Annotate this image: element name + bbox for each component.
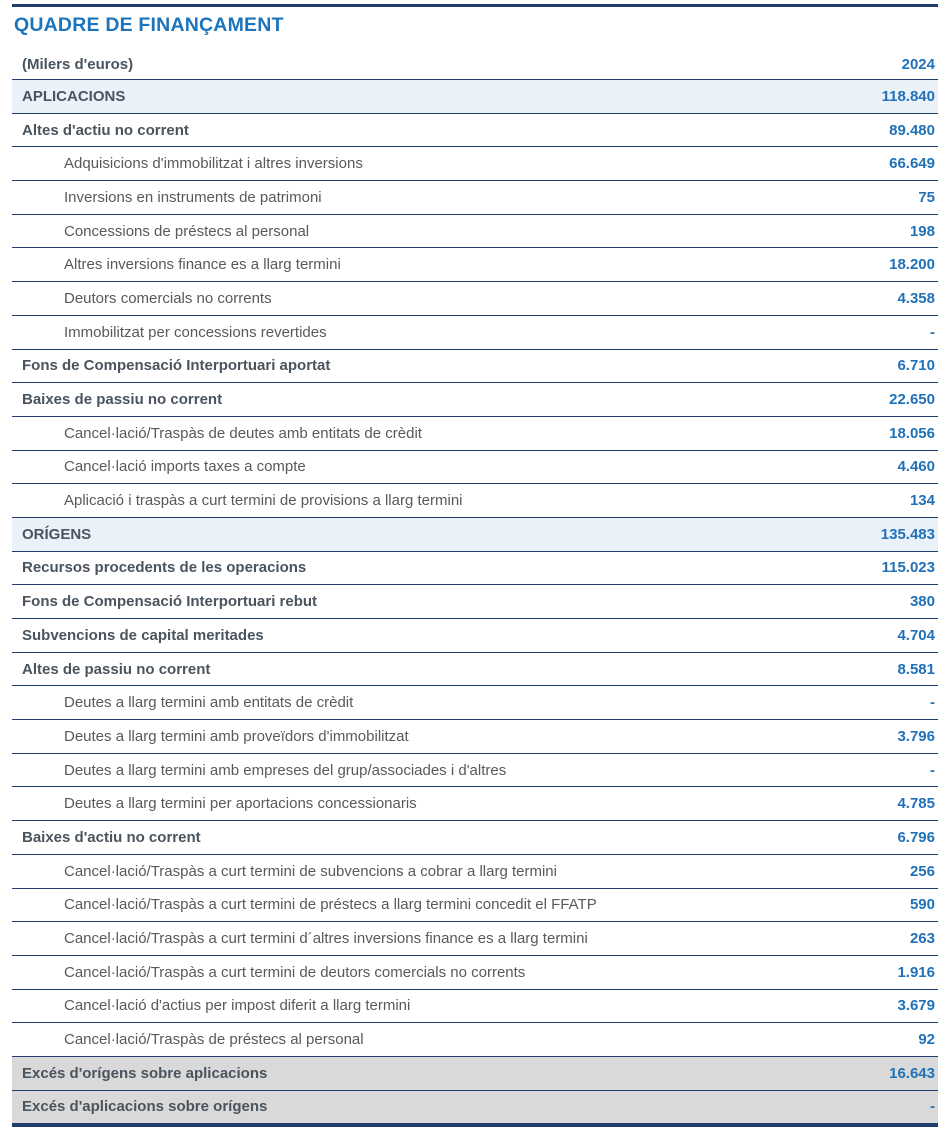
- row-value: -: [930, 761, 935, 779]
- row-label: Excés d'orígens sobre aplicacions: [22, 1064, 268, 1082]
- row-value: 6.796: [897, 828, 935, 846]
- row-label: Concessions de préstecs al personal: [64, 222, 310, 240]
- row-value: 92: [918, 1031, 935, 1049]
- row-label: ORÍGENS: [22, 525, 92, 543]
- table-row: [12, 922, 938, 956]
- row-value: 18.056: [889, 424, 935, 442]
- table-row: [12, 1057, 938, 1091]
- row-label: Adquisicions d'immobilitzat i altres inversions: [64, 155, 363, 173]
- row-value: 3.796: [897, 727, 935, 745]
- row-value: -: [930, 323, 935, 341]
- table-row: [12, 855, 938, 889]
- row-label: Immobilitzat per concessions revertides: [64, 323, 327, 341]
- table-row: [12, 720, 938, 754]
- row-value: 18.200: [889, 256, 935, 274]
- table-row: [12, 653, 938, 687]
- table-row: [12, 215, 938, 249]
- row-label: Altres inversions finance es a llarg termini: [64, 256, 341, 274]
- row-value: 75: [918, 188, 935, 206]
- table-row: [12, 350, 938, 384]
- row-value: 1.916: [897, 963, 935, 981]
- table-row: [12, 518, 938, 552]
- row-label: Deutes a llarg termini per aportacions concessionaris: [64, 795, 417, 813]
- row-value: -: [930, 694, 935, 712]
- row-value: 6.710: [897, 357, 935, 375]
- row-value: 4.785: [897, 795, 935, 813]
- row-label: Cancel·lació/Traspàs a curt termini de préstecs a llarg termini concedit el FFATP: [64, 896, 597, 914]
- row-value: 4.460: [897, 458, 935, 476]
- row-label: Deutes a llarg termini amb proveïdors d'immobilitzat: [64, 727, 409, 745]
- row-value: 198: [909, 222, 935, 240]
- page-title: QUADRE DE FINANÇAMENT: [14, 14, 284, 36]
- row-value: 134: [909, 492, 935, 510]
- table-body: [12, 80, 938, 1124]
- table-row: [12, 282, 938, 316]
- row-label: Cancel·lació/Traspàs de préstecs al personal: [64, 1031, 364, 1049]
- table-row: [12, 181, 938, 215]
- table-row: [12, 754, 938, 788]
- row-value: 263: [909, 930, 935, 948]
- table-row: [12, 383, 938, 417]
- row-label: Altes de passiu no corrent: [22, 660, 211, 678]
- row-value: 3.679: [897, 997, 935, 1015]
- row-label: Excés d'aplicacions sobre orígens: [22, 1098, 268, 1116]
- row-value: 8.581: [897, 660, 935, 678]
- row-value: 115.023: [881, 559, 935, 577]
- row-value: 4.358: [897, 289, 935, 307]
- row-label: Cancel·lació d'actius per impost diferit a llarg termini: [64, 997, 411, 1015]
- row-label: Cancel·lació/Traspàs a curt termini d´altres inversions finance es a llarg termini: [64, 930, 588, 948]
- year-column-header: 2024: [901, 55, 935, 73]
- row-value: -: [930, 1098, 935, 1116]
- table-row: [12, 484, 938, 518]
- table-row: [12, 316, 938, 350]
- row-label: Recursos procedents de les operacions: [22, 559, 307, 577]
- row-value: 256: [909, 862, 935, 880]
- row-label: Deutes a llarg termini amb empreses del grup/associades i d'altres: [64, 761, 507, 779]
- table-row: [12, 889, 938, 923]
- table-row: [12, 114, 938, 148]
- row-label: Cancel·lació imports taxes a compte: [64, 458, 306, 476]
- table-row: [12, 619, 938, 653]
- row-label: Deutes a llarg termini amb entitats de crèdit: [64, 694, 354, 712]
- table-row: [12, 552, 938, 586]
- row-value: 4.704: [897, 626, 935, 644]
- row-label: Deutors comercials no corrents: [64, 289, 272, 307]
- table-row: [12, 248, 938, 282]
- row-value: 16.643: [889, 1064, 935, 1082]
- table-row: [12, 80, 938, 114]
- row-label: APLICACIONS: [22, 87, 126, 105]
- table-row: [12, 956, 938, 990]
- row-value: 380: [909, 593, 935, 611]
- row-value: 118.840: [881, 87, 935, 105]
- row-label: Cancel·lació/Traspàs a curt termini de deutors comercials no corrents: [64, 963, 526, 981]
- row-label: Cancel·lació/Traspàs a curt termini de subvencions a cobrar a llarg termini: [64, 862, 557, 880]
- row-value: 22.650: [889, 391, 935, 409]
- table-row: [12, 147, 938, 181]
- table-row: [12, 821, 938, 855]
- row-value: 590: [909, 896, 935, 914]
- table-row: [12, 451, 938, 485]
- table-row: [12, 787, 938, 821]
- table-header-row: [12, 49, 938, 80]
- row-value: 89.480: [889, 121, 935, 139]
- row-label: Cancel·lació/Traspàs de deutes amb entitats de crèdit: [64, 424, 422, 442]
- table-row: [12, 1091, 938, 1125]
- row-label: Altes d'actiu no corrent: [22, 121, 189, 139]
- row-label: Baixes de passiu no corrent: [22, 391, 223, 409]
- row-label: Fons de Compensació Interportuari aportat: [22, 357, 331, 375]
- table-row: [12, 990, 938, 1024]
- table-row: [12, 585, 938, 619]
- row-label: Aplicació i traspàs a curt termini de provisions a llarg termini: [64, 492, 463, 510]
- table-row: [12, 686, 938, 720]
- row-value: 135.483: [880, 525, 935, 543]
- row-label: Fons de Compensació Interportuari rebut: [22, 593, 318, 611]
- row-label: Baixes d'actiu no corrent: [22, 828, 201, 846]
- table-row: [12, 1023, 938, 1057]
- row-value: 66.649: [889, 155, 935, 173]
- table-row: [12, 417, 938, 451]
- row-label: Subvencions de capital meritades: [22, 626, 264, 644]
- bottom-rule: [12, 1124, 938, 1127]
- unit-label: (Milers d'euros): [22, 55, 134, 73]
- row-label: Inversions en instruments de patrimoni: [64, 188, 322, 206]
